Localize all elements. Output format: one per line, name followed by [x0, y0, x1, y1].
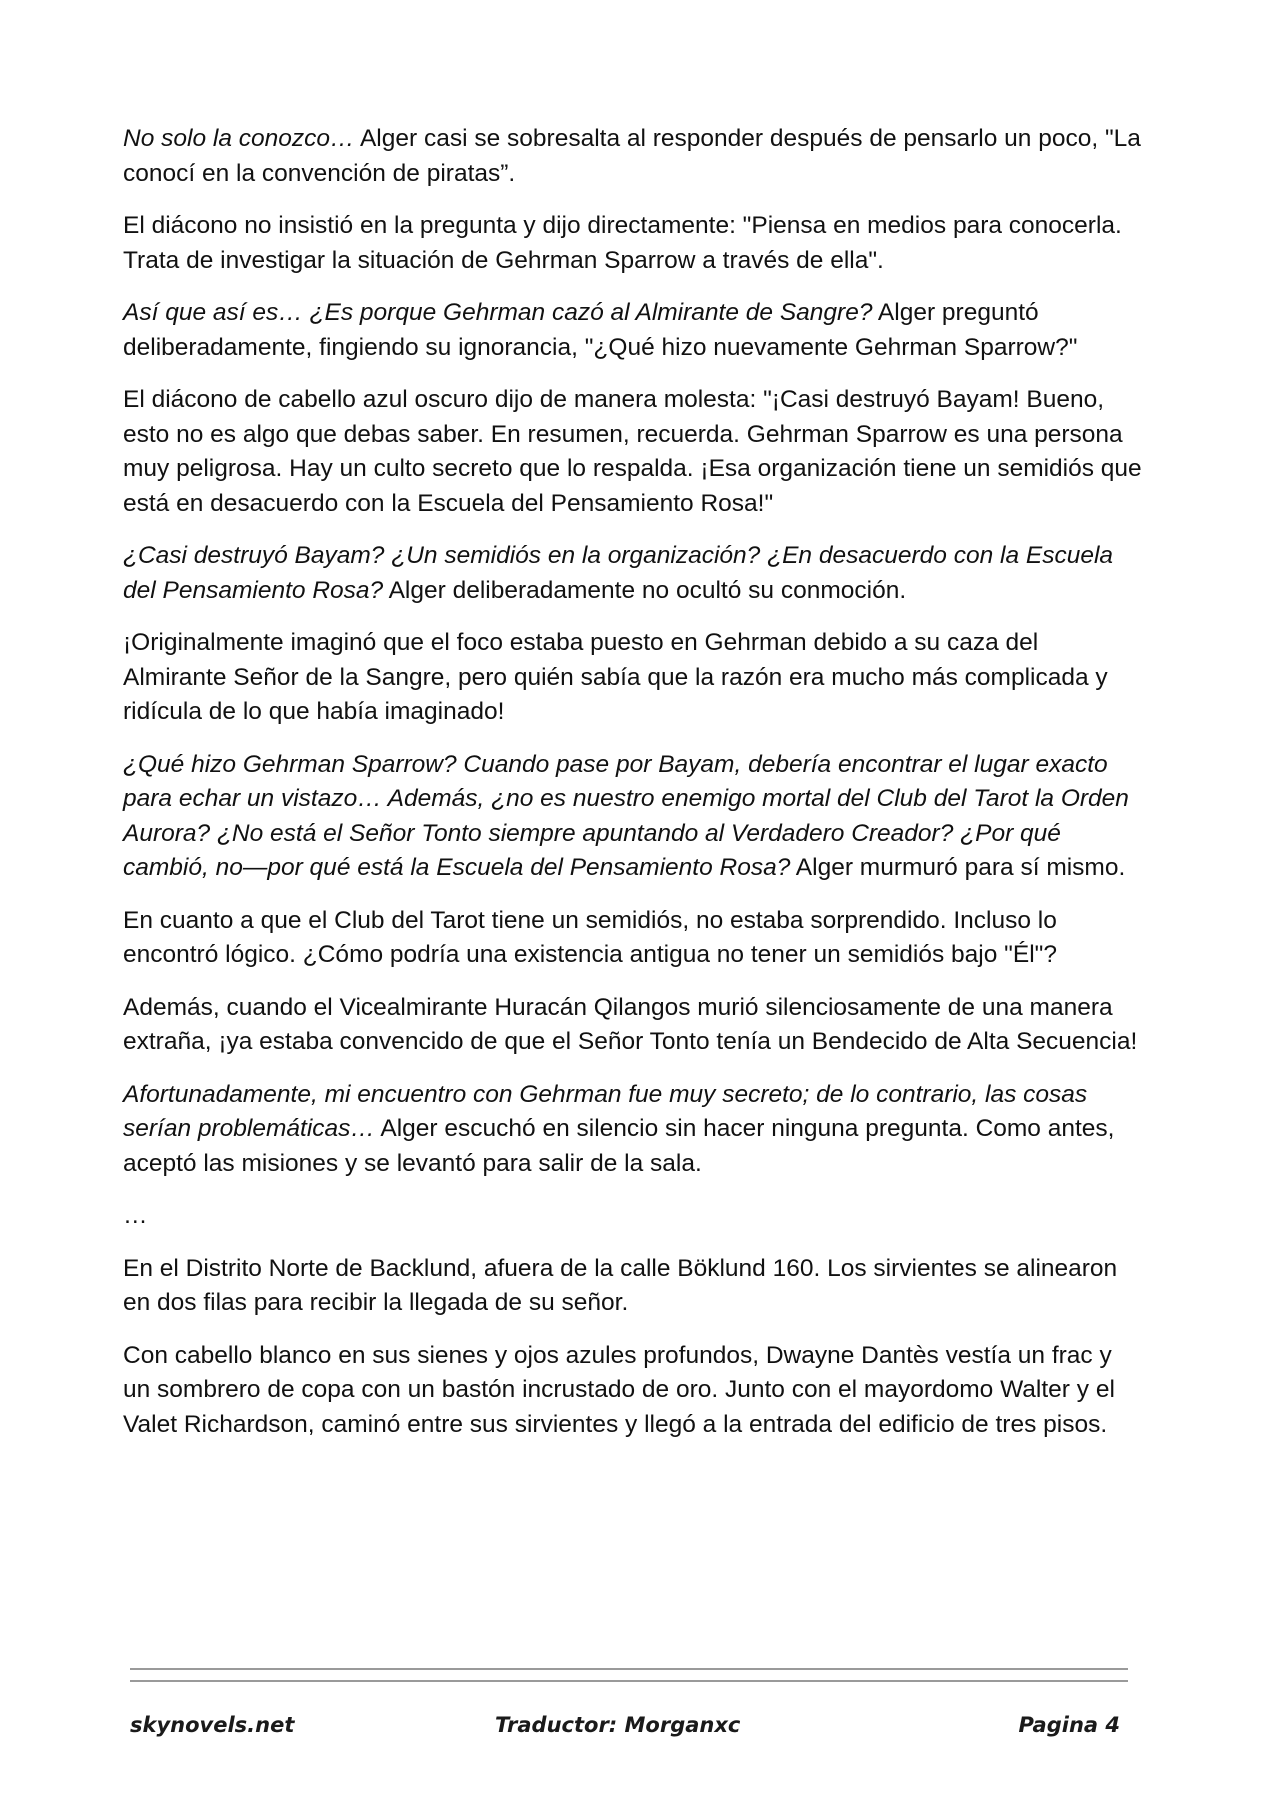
paragraph	[123, 296, 1145, 365]
text-run: Alger casi se sobresalta al responder después de pensarlo un poco, "La conocí en la convención de piratas”.	[123, 125, 1141, 187]
text-run: El diácono de cabello azul oscuro dijo de manera molesta: "¡Casi destruyó Bayam! Bueno, esto no es algo que debas saber. En resumen, recuerda. Gehrman Sparrow es una persona muy peligrosa. Hay un culto secreto que lo respalda. ¡Esa organización tiene un semidiós que está en desacuerdo con la Escuela del Pensamiento Rosa!"	[123, 386, 1142, 517]
paragraph	[123, 539, 1145, 608]
text-run: Además, cuando el Vicealmirante Huracán Qilangos murió silenciosamente de una manera extraña, ¡ya estaba convencido de que el Señor Tonto tenía un Bendecido de Alta Secuencia!	[123, 993, 1138, 1055]
paragraph	[123, 209, 1145, 278]
italic-thought: Así que así es… ¿Es porque Gehrman cazó al Almirante de Sangre?	[123, 299, 873, 326]
paragraph	[123, 1339, 1145, 1443]
footer-rule-bottom	[130, 1680, 1128, 1682]
paragraph	[123, 904, 1145, 973]
italic-thought: No solo la conozco…	[123, 125, 355, 152]
text-run: Alger deliberadamente no ocultó su conmoción.	[383, 576, 907, 604]
footer-site: skynovels.net	[130, 1713, 295, 1737]
text-run: Alger preguntó deliberadamente, fingiendo su ignorancia, "¿Qué hizo nuevamente Gehrman Sparrow?"	[123, 299, 1078, 361]
text-run: En el Distrito Norte de Backlund, afuera de la calle Böklund 160. Los sirvientes se alinearon en dos filas para recibir la llegada de su señor.	[123, 1254, 1118, 1316]
footer-rule-top	[130, 1668, 1128, 1670]
body-text	[123, 122, 1145, 1460]
italic-thought: Afortunadamente, mi encuentro con Gehrman fue muy secreto; de lo contrario, las cosas serían problemáticas…	[123, 1080, 1088, 1142]
italic-thought: ¿Casi destruyó Bayam? ¿Un semidiós en la organización? ¿En desacuerdo con la Escuela del Pensamiento Rosa?	[123, 542, 1114, 604]
text-run: Alger escuchó en silencio sin hacer ninguna pregunta. Como antes, aceptó las misiones y se levantó para salir de la sala.	[123, 1115, 1115, 1177]
italic-thought: ¿Qué hizo Gehrman Sparrow? Cuando pase por Bayam, debería encontrar el lugar exacto para echar un vistazo… Además, ¿no es nuestro enemigo mortal del Club del Tarot la Orden Aurora? ¿No está el Señor Tonto siempre apuntando al Verdadero Creador? ¿Por qué cambió, no—por qué está la Escuela del Pensamiento Rosa?	[123, 750, 1129, 881]
text-run: Con cabello blanco en sus sienes y ojos azules profundos, Dwayne Dantès vestía un frac y un sombrero de copa con un bastón incrustado de oro. Junto con el mayordomo Walter y el Valet Richardson, caminó entre sus sirvientes y llegó a la entrada del edificio de tres pisos.	[123, 1341, 1115, 1438]
paragraph	[123, 1199, 1145, 1234]
text-run: …	[123, 1202, 148, 1229]
paragraph	[123, 383, 1145, 521]
footer-page-number: Pagina 4	[1018, 1713, 1120, 1737]
text-run: Alger murmuró para sí mismo.	[790, 854, 1126, 881]
paragraph	[123, 748, 1145, 886]
paragraph	[123, 122, 1145, 191]
page-footer	[130, 1713, 1120, 1745]
footer-divider	[130, 1668, 1128, 1682]
paragraph	[123, 991, 1145, 1060]
paragraph	[123, 1078, 1145, 1182]
footer-translator: Traductor: Morganxc	[495, 1713, 741, 1737]
paragraph	[123, 1252, 1145, 1321]
paragraph	[123, 626, 1145, 730]
text-run: ¡Originalmente imaginó que el foco estaba puesto en Gehrman debido a su caza del Almirante Señor de la Sangre, pero quién sabía que la razón era mucho más complicada y ridícula de lo que había imaginado!	[123, 629, 1108, 725]
text-run: En cuanto a que el Club del Tarot tiene un semidiós, no estaba sorprendido. Incluso lo encontró lógico. ¿Cómo podría una existencia antigua no tener un semidiós bajo "Él"?	[123, 906, 1057, 968]
text-run: El diácono no insistió en la pregunta y dijo directamente: "Piensa en medios para conocerla. Trata de investigar la situación de Gehrman Sparrow a través de ella".	[123, 212, 1122, 274]
